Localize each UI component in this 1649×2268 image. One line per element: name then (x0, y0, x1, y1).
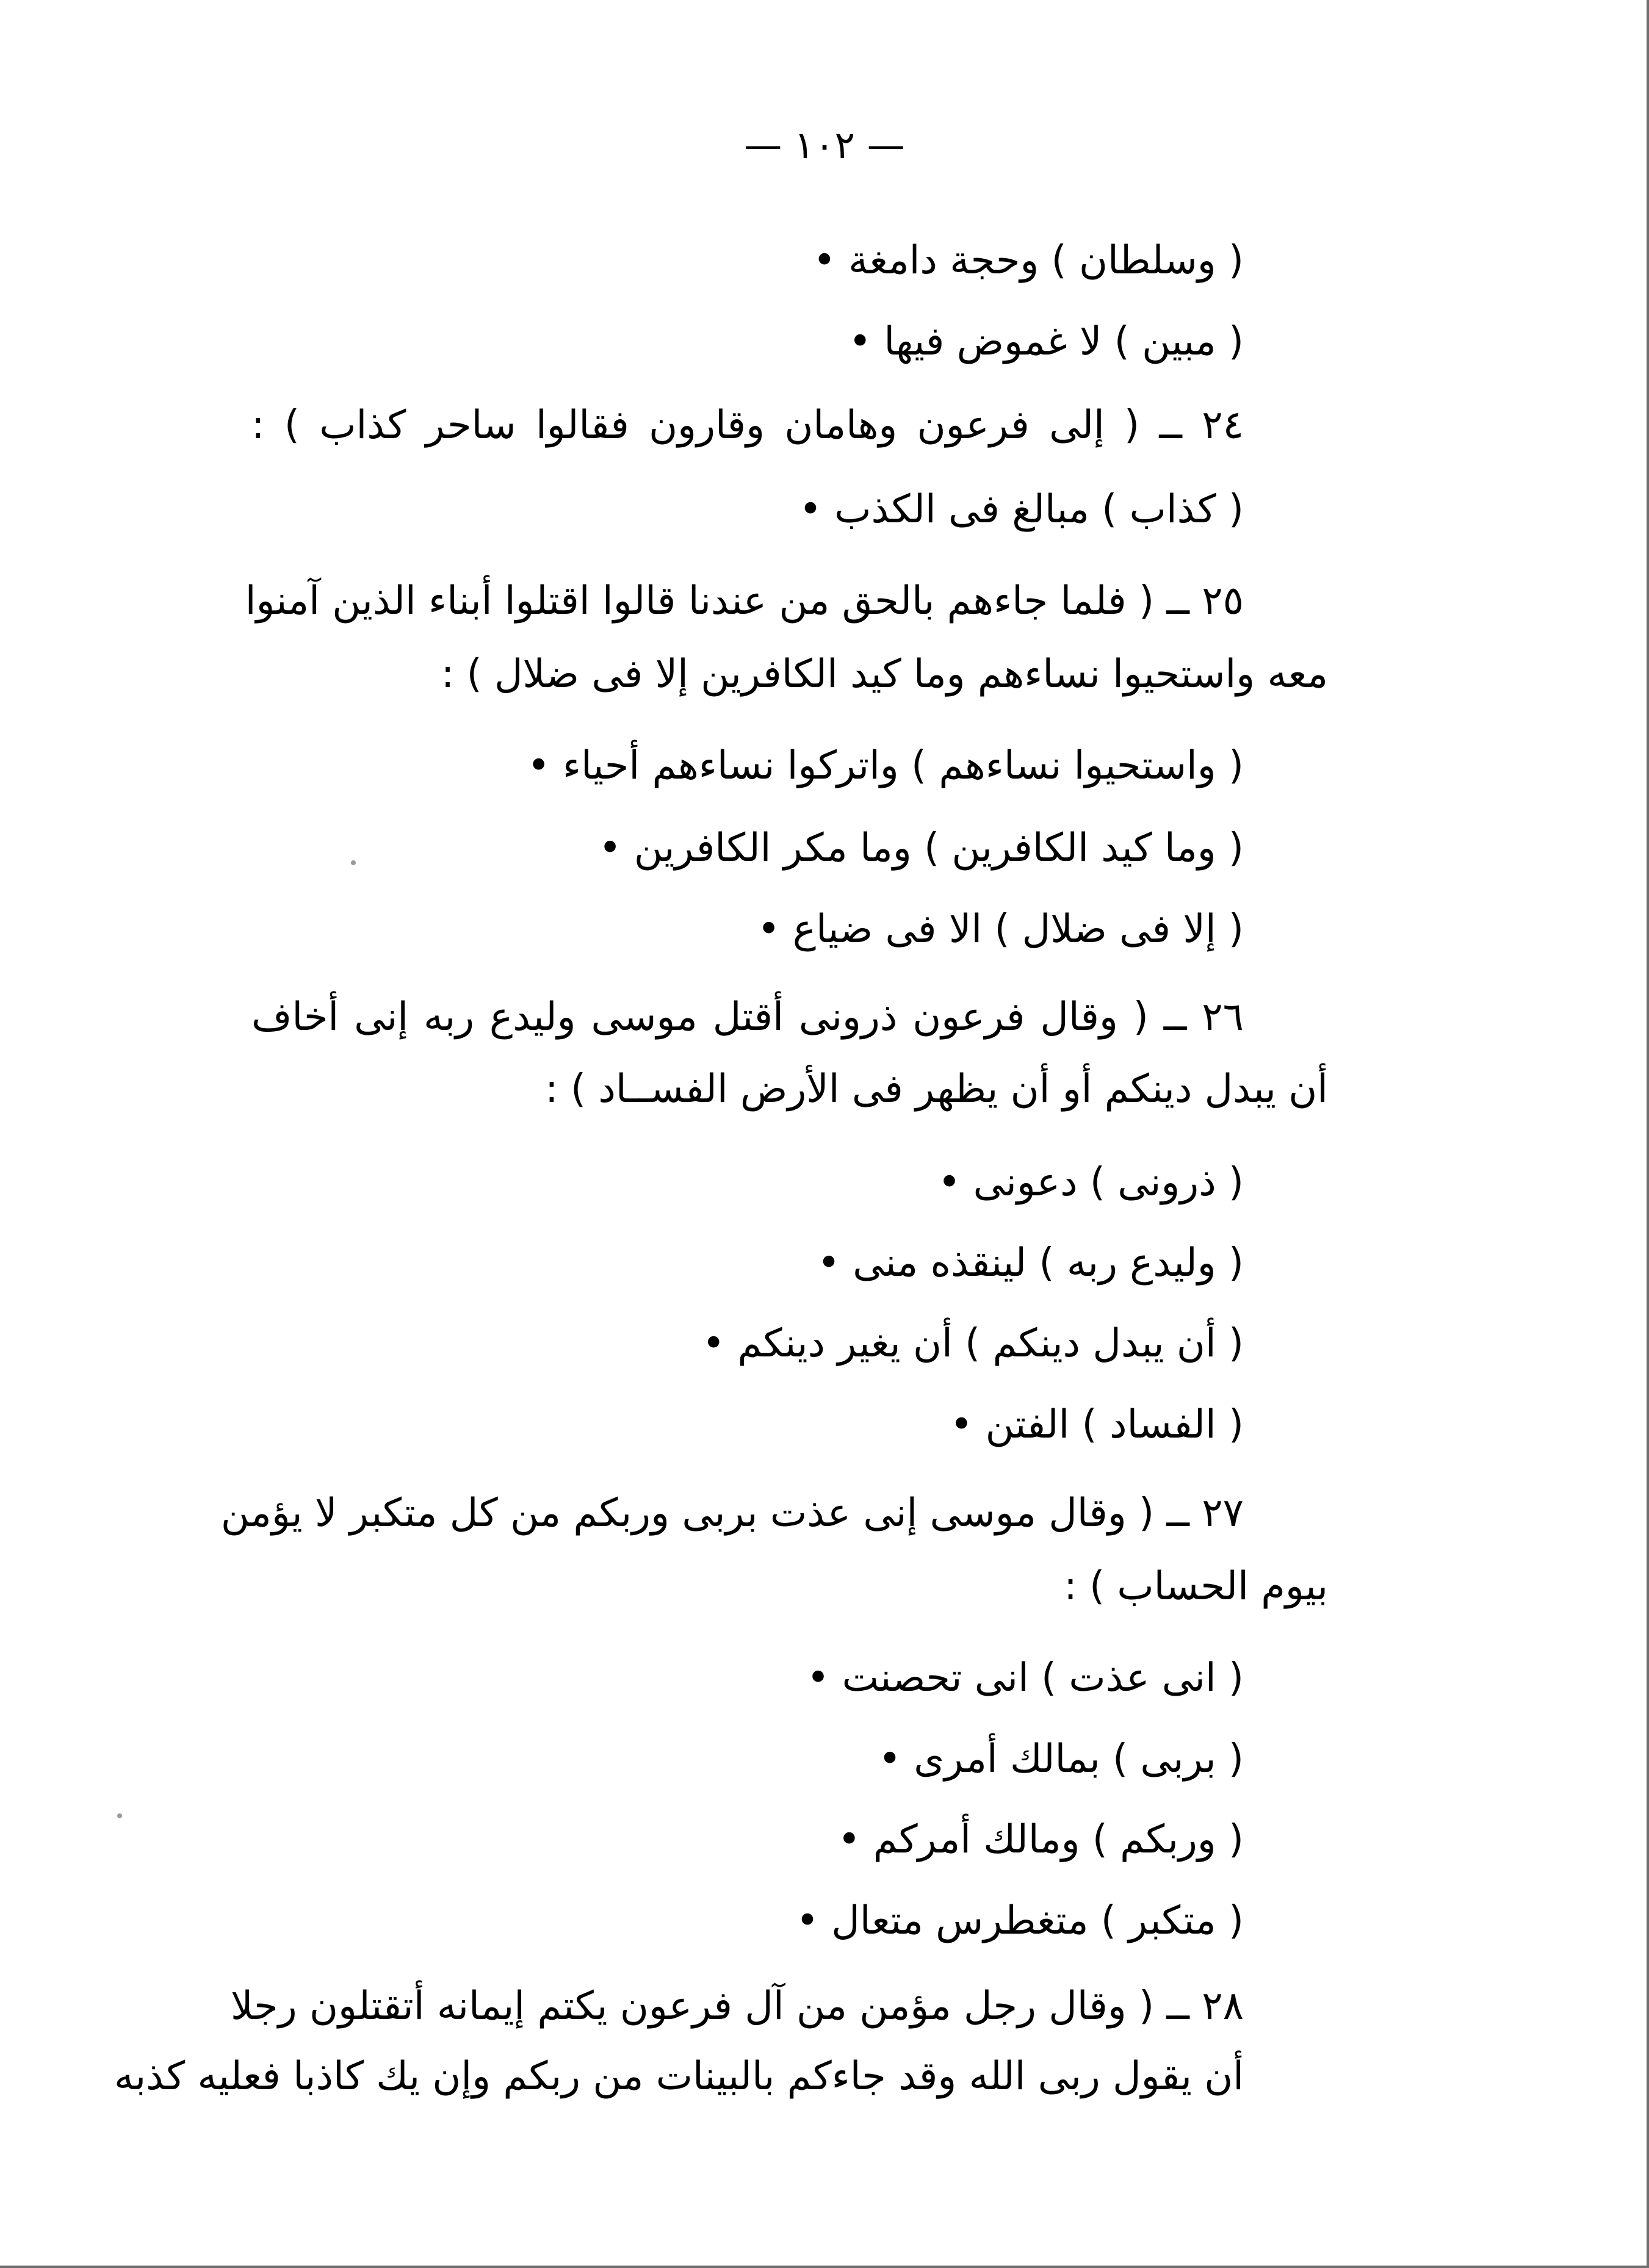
gloss-line: ( بربى ) بمالك أمرى • (878, 1737, 1244, 1782)
gloss-line: ( متكبر ) متغطرس متعال • (796, 1898, 1244, 1943)
gloss-line: ( وربكم ) ومالك أمركم • (837, 1817, 1244, 1862)
verse-line: ٢٨ ــ ( وقال رجل مؤمن من آل فرعون يكتم إيمانه أتقتلون رجلا (230, 1984, 1244, 2029)
gloss-line: ( وما كيد الكافرين ) وما مكر الكافرين • (598, 826, 1244, 871)
verse-line: ٢٦ ــ ( وقال فرعون ذرونى أقتل موسى وليدع ربه إنى أخاف (251, 995, 1244, 1040)
gloss-line: ( وسلطان ) وحجة دامغة • (813, 238, 1244, 283)
verse-line: ٢٧ ــ ( وقال موسى إنى عذت بربى وربكم من كل متكبر لا يؤمن (220, 1491, 1244, 1536)
gloss-line: ( الفساد ) الفتن • (950, 1402, 1244, 1447)
gloss-line: ( كذاب ) مبالغ فى الكذب • (799, 487, 1244, 532)
gloss-line: ( واستحيوا نساءهم ) واتركوا نساءهم أحياء • (527, 743, 1244, 788)
verse-continuation-line: بيوم الحساب ) : (1064, 1564, 1328, 1609)
gloss-line: ( وليدع ربه ) لينقذه منى • (817, 1240, 1244, 1286)
verse-line: ٢٥ ــ ( فلما جاءهم بالحق من عندنا قالوا اقتلوا أبناء الذين آمنوا (245, 578, 1244, 624)
verse-continuation-line: أن يبدل دينكم أو أن يظهر فى الأرض الفســاد ) : (545, 1067, 1328, 1112)
gloss-line: ( انى عذت ) انى تحصنت • (806, 1655, 1244, 1701)
page-number: — ١٠٢ — (744, 123, 905, 167)
gloss-line: ( ذرونى ) دعونى • (937, 1160, 1244, 1205)
gloss-line: ( مبين ) لا غموض فيها • (848, 319, 1244, 364)
verse-continuation-line: معه واستحيوا نساءهم وما كيد الكافرين إلا فى ضلال ) : (441, 652, 1328, 697)
verse-line: ٢٤ ــ ( إلى فرعون وهامان وقارون فقالوا ساحر كذاب ) : (251, 403, 1244, 448)
gloss-line: ( إلا فى ضلال ) الا فى ضياع • (757, 907, 1244, 952)
scan-speck (117, 1813, 122, 1818)
gloss-line: ( أن يبدل دينكم ) أن يغير دينكم • (702, 1321, 1244, 1366)
scan-speck (351, 860, 356, 865)
verse-line: أن يقول ربى الله وقد جاءكم بالبينات من ربكم وإن يك كاذبا فعليه كذبه (114, 2054, 1244, 2099)
